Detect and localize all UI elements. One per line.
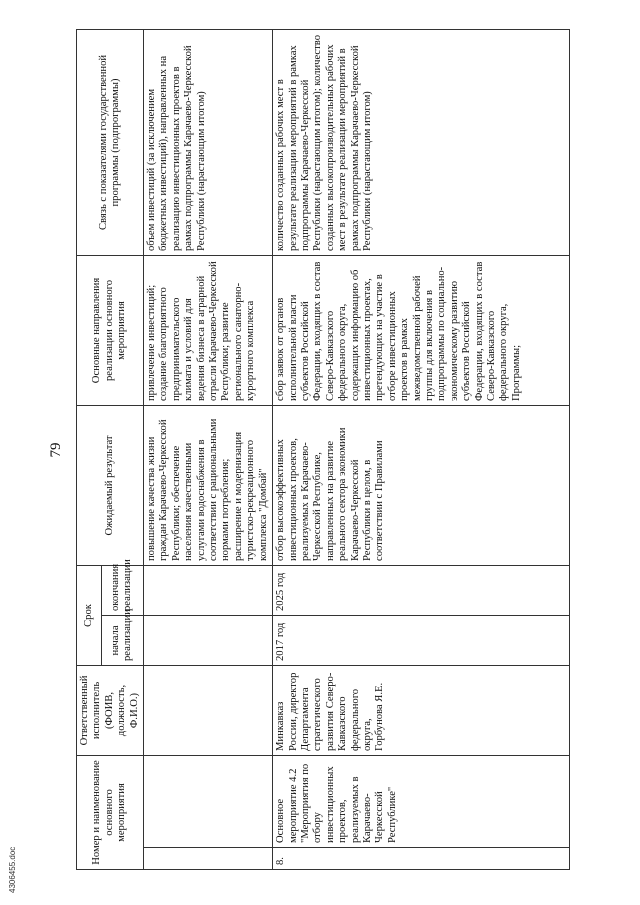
term-end <box>144 565 273 615</box>
measures-table <box>76 29 570 870</box>
header-term: Срок <box>77 565 102 665</box>
main-directions: сбор заявок от органов исполнительной власти субъектов Российской Федерации, входящих в состав Северо-Кавказского федерального округа, содержащих информацию об инвестиционных проектах, претендующих на участие в отборе инвестиционных проектов в рамках межведомственной рабочей группы для включения в подпрограммы по социально-экономическому развитию субъектов Российской Федерации, входящих в состав Северо-Кавказского федерального округа, Программы; <box>273 255 570 405</box>
header-link: Связь с показателями государственной программы (подпрограммы) <box>77 29 144 255</box>
table-header-row <box>77 29 102 869</box>
header-name: Номер и наименование основного мероприятия <box>77 755 144 869</box>
expected-result: отбор высокоэффективных инвестиционных проектов, реализуемых в Карачаево-Черкесской Республике, направленных на развитие реального сектора экономики Карачаево-Черкесской Республики в целом, в соответствии с Правилами <box>273 405 570 565</box>
term-end: 2025 год <box>273 565 570 615</box>
table-row <box>273 29 570 869</box>
header-term-end: окончания реализации <box>101 565 143 615</box>
main-directions: привлечение инвестиций; создание благоприятного предпринимательского климата и условий для ведения бизнеса в аграрной отрасли Карачаево-Черкесской Республики; развитие регионального санаторно-курортного комплекса <box>144 255 273 405</box>
header-result: Ожидаемый результат <box>77 405 144 565</box>
document-file-id: 4306455.doc <box>8 846 17 893</box>
header-term-start: начала реализации <box>101 615 143 665</box>
term-start <box>144 615 273 665</box>
row-number <box>144 848 273 870</box>
expected-result: повышение качества жизни граждан Карачаево-Черкесской Республики; обеспечение населения качественными услугами водоснабжения в соответствии с рациональными нормами потребления; расширение и модернизация туристско-рекреационного комплекса "Домбай" <box>144 405 273 565</box>
measure-name: Основное мероприятие 4.2 "Мероприятия по отбору инвестиционных проектов, реализуемых в Карачаево-Черкесской Республике" <box>273 755 570 847</box>
responsible-executor: Минкавказ России, директор Департамента стратегического развития Северо-Кавказского федерального округа, Горбунова Я.Е. <box>273 665 570 755</box>
measure-name <box>144 755 273 847</box>
document-page <box>40 30 580 870</box>
indicator-link: объем инвестиций (за исключением бюджетных инвестиций), направленных на реализацию инвестиционных проектов в рамках подпрограммы Карачаево-Черкесской Республики (нарастающим итогом) <box>144 29 273 255</box>
table-row <box>144 29 273 869</box>
header-directions: Основные направления реализации основного мероприятия <box>77 255 144 405</box>
term-start: 2017 год <box>273 615 570 665</box>
header-responsible: Ответственный исполнитель (ФОИВ, должность, Ф.И.О.) <box>77 665 144 755</box>
row-number: 8. <box>273 848 570 870</box>
responsible-executor <box>144 665 273 755</box>
indicator-link: количество созданных рабочих мест в результате реализации мероприятий в рамках подпрограммы Карачаево-Черкесской Республики (нарастающим итогом); количество созданных высокопроизводительных рабочих мест в результате реализации мероприятий в рамках подпрограммы Карачаево-Черкесской Республики (нарастающим итогом) <box>273 29 570 255</box>
page-number: 79 <box>48 442 64 458</box>
